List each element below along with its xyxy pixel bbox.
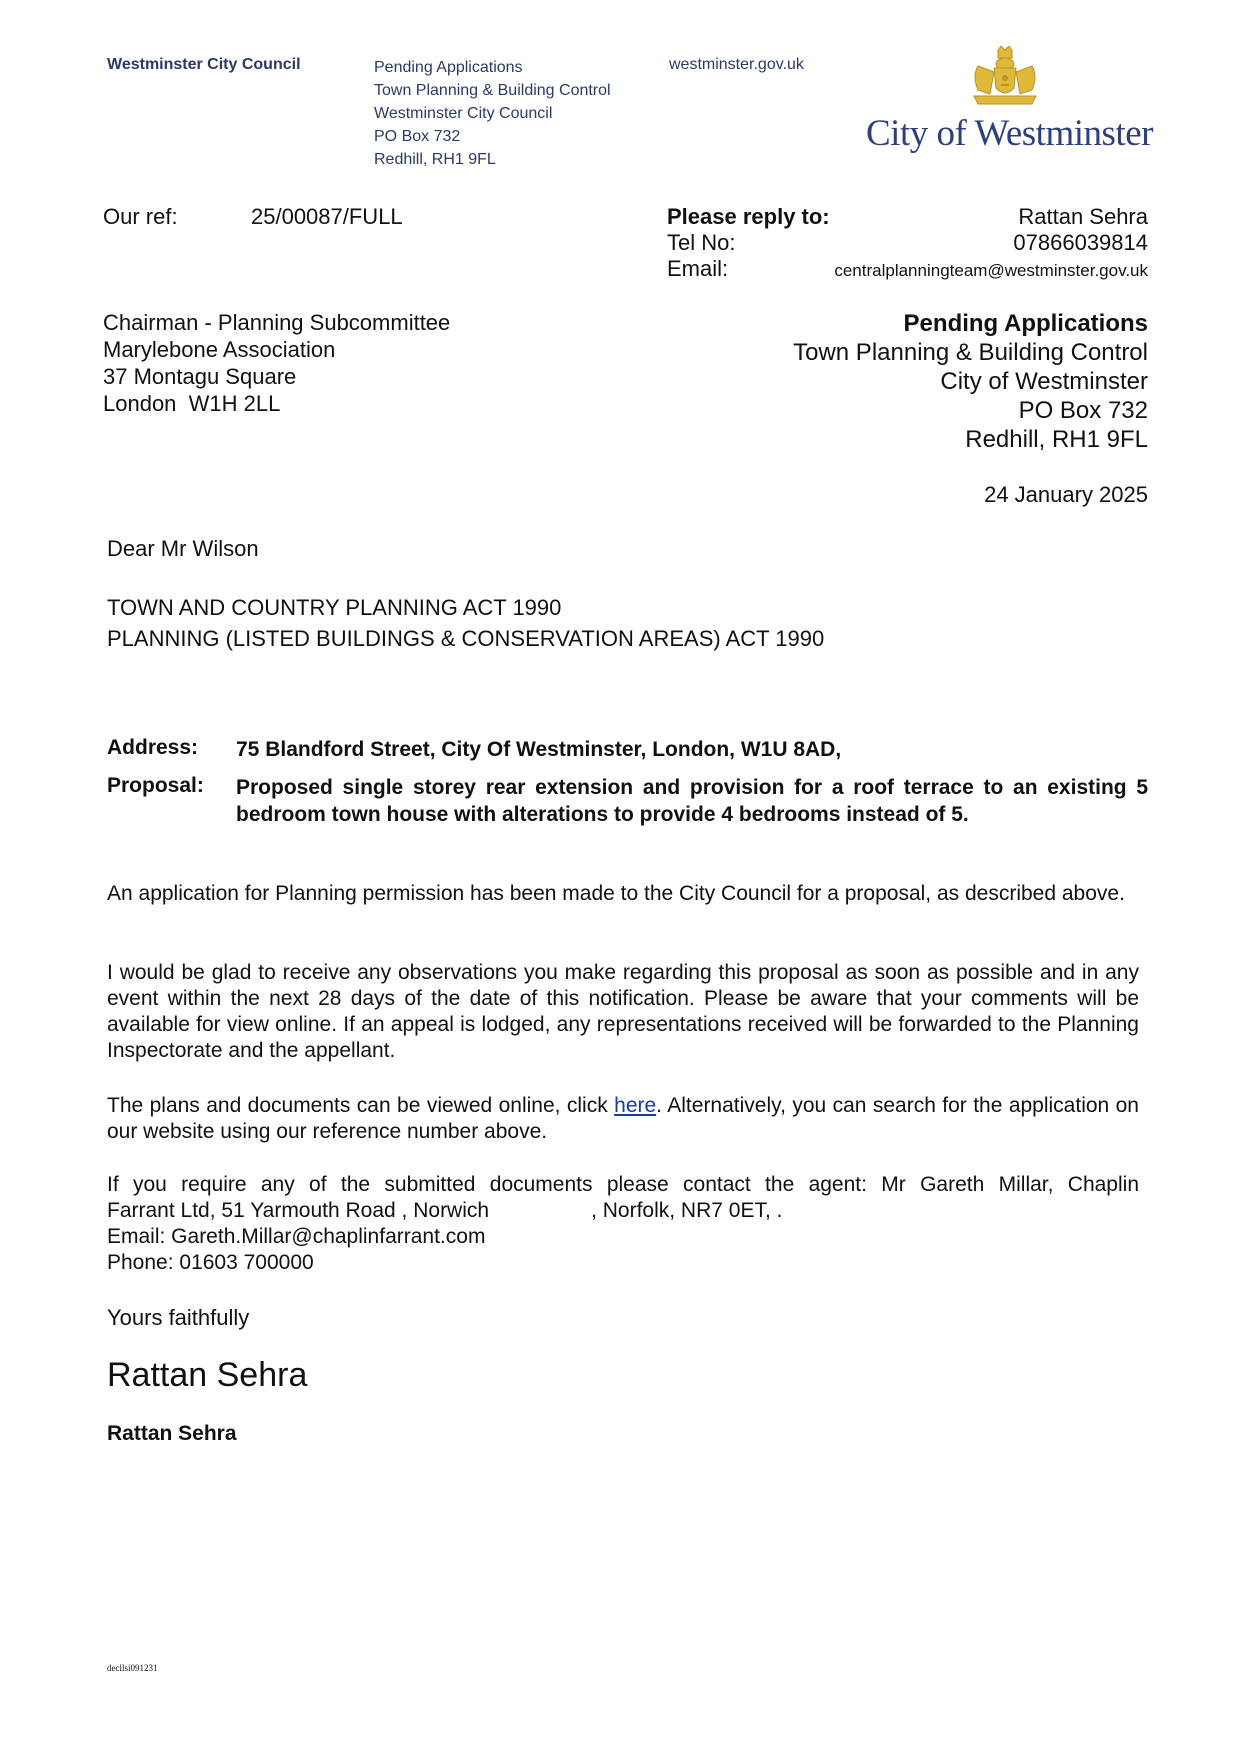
letter-date: 24 January 2025 xyxy=(984,482,1148,507)
body-paragraph: An application for Planning permission has been made to the City Council for a proposal, as described above. xyxy=(107,882,1125,905)
agent-address-part: Farrant Ltd, 51 Yarmouth Road , Norwich xyxy=(107,1199,490,1222)
plans-text: The plans and documents can be viewed online, click xyxy=(107,1094,615,1117)
salutation: Dear Mr Wilson xyxy=(107,536,259,561)
recipient-line: London W1H 2LL xyxy=(103,391,281,416)
footer-code: decllsi091231 xyxy=(107,1663,158,1673)
recipient-address xyxy=(103,309,450,417)
header-address-line: Westminster City Council xyxy=(374,105,553,122)
body-paragraph-plans xyxy=(107,1093,1139,1145)
reference-label: Our ref: xyxy=(103,204,178,229)
plans-text: . Alternatively, you can search for the application on our website using our reference number above. xyxy=(107,1094,1139,1143)
application-proposal: Proposed single storey rear extension and provision for a roof terrace to an existing 5 bedroom town house with alterations to provide 4 bedrooms instead of 5. xyxy=(236,776,1148,826)
signatory-name: Rattan Sehra xyxy=(107,1422,237,1445)
act-line: TOWN AND COUNTRY PLANNING ACT 1990 xyxy=(107,595,562,620)
header-address xyxy=(374,56,611,171)
address-label: Address: xyxy=(107,736,199,759)
recipient-line: Marylebone Association xyxy=(103,337,336,362)
reply-label: Please reply to: xyxy=(667,204,830,229)
header-website: westminster.gov.uk xyxy=(669,56,804,73)
sender-line: Town Planning & Building Control xyxy=(793,339,1148,366)
agent-phone: Phone: 01603 700000 xyxy=(107,1251,314,1274)
reply-name: Rattan Sehra xyxy=(1018,204,1148,229)
agent-line: If you require any of the submitted documents please contact the agent: Mr Gareth Millar, Chaplin xyxy=(107,1173,1139,1196)
body-paragraph: I would be glad to receive any observations you make regarding this proposal as soon as possible and in any event within the next 28 days of the date of this notification. Please be aware that your comments will be available for view online. If an appeal is lodged, any representations received will be forwarded to the Planning Inspectorate and the appellant. xyxy=(107,961,1139,1062)
header-address-line: Redhill, RH1 9FL xyxy=(374,151,496,168)
application-address: 75 Blandford Street, City Of Westminster, London, W1U 8AD, xyxy=(236,738,842,761)
body-paragraph-agent xyxy=(107,1172,1139,1276)
westminster-crest-icon xyxy=(968,46,1042,106)
reference-number: 25/00087/FULL xyxy=(251,204,403,229)
sender-line: City of Westminster xyxy=(940,368,1148,395)
closing: Yours faithfully xyxy=(107,1305,250,1330)
acts-heading xyxy=(107,592,824,654)
sender-title: Pending Applications xyxy=(903,310,1148,337)
header-organisation: Westminster City Council xyxy=(107,56,301,73)
header-address-line: Pending Applications xyxy=(374,59,523,76)
email-label: Email: xyxy=(667,256,729,281)
reply-email[interactable]: centralplanningteam@westminster.gov.uk xyxy=(834,261,1148,280)
act-line: PLANNING (LISTED BUILDINGS & CONSERVATION AREAS) ACT 1990 xyxy=(107,626,825,651)
brand-wordmark: City of Westminster xyxy=(866,113,1153,154)
agent-email: Email: Gareth.Millar@chaplinfarrant.com xyxy=(107,1225,486,1248)
recipient-line: Chairman - Planning Subcommittee xyxy=(103,310,451,335)
tel-label: Tel No: xyxy=(667,230,736,255)
sender-line: Redhill, RH1 9FL xyxy=(965,426,1148,453)
sender-address xyxy=(793,309,1148,454)
header-address-line: Town Planning & Building Control xyxy=(374,82,611,99)
proposal-label: Proposal: xyxy=(107,774,204,797)
signature: Rattan Sehra xyxy=(107,1356,308,1394)
plans-link[interactable]: here xyxy=(614,1094,657,1117)
tel-number: 07866039814 xyxy=(1013,230,1148,255)
agent-address-line xyxy=(107,1198,1139,1224)
sender-line: PO Box 732 xyxy=(1018,397,1148,424)
header-address-line: PO Box 732 xyxy=(374,128,461,145)
reply-block xyxy=(667,204,1148,282)
agent-address-part: , Norfolk, NR7 0ET, . xyxy=(591,1199,783,1222)
recipient-line: 37 Montagu Square xyxy=(103,364,297,389)
